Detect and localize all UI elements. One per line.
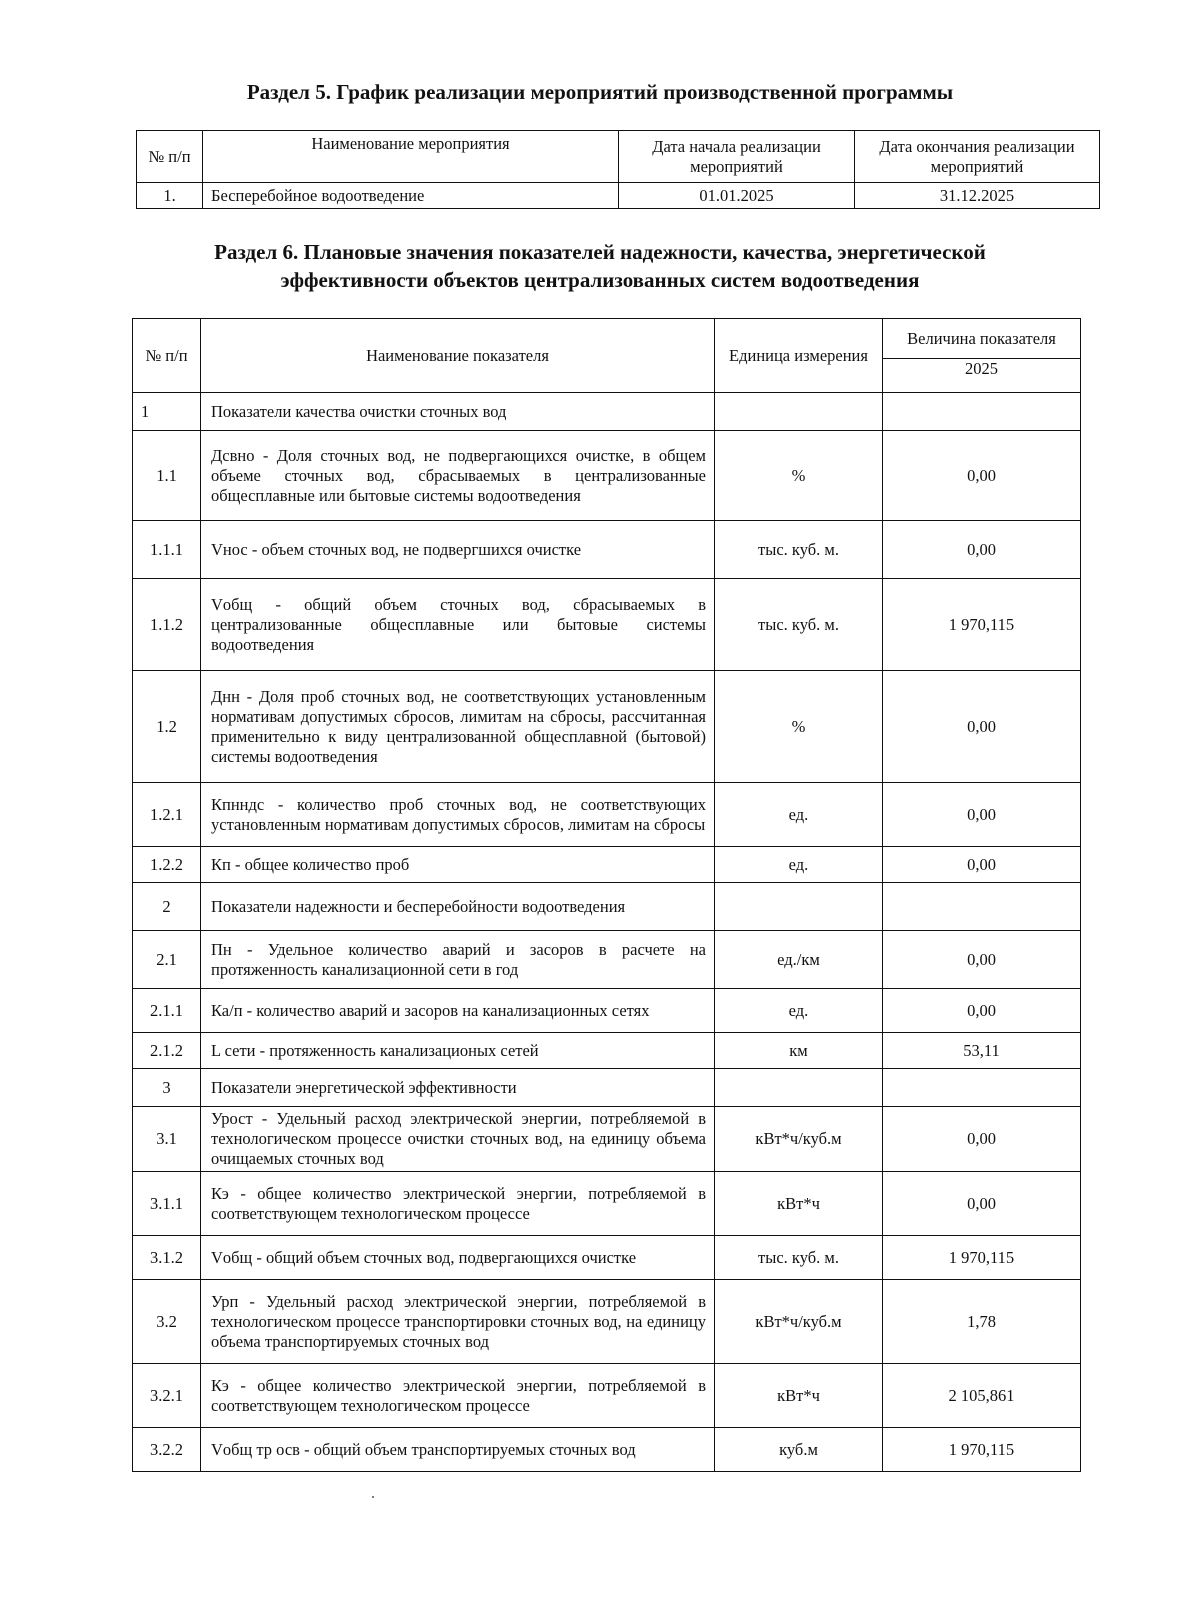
row-value: 0,00	[883, 989, 1081, 1033]
row-indicator-name: Показатели надежности и бесперебойности водоотведения	[201, 883, 715, 931]
table-row	[133, 393, 1081, 431]
table-row	[137, 183, 1100, 209]
row-unit: кВт*ч	[715, 1364, 883, 1428]
row-value: 0,00	[883, 931, 1081, 989]
scan-speck	[372, 1496, 374, 1498]
row-num: 2.1	[133, 931, 201, 989]
row-indicator-name: Vнос - объем сточных вод, не подвергшихся очистке	[201, 521, 715, 579]
row-value: 1 970,115	[883, 1236, 1081, 1280]
row-num: 3	[133, 1069, 201, 1107]
row-num: 1.1.2	[133, 579, 201, 671]
row-end-date: 31.12.2025	[855, 183, 1100, 209]
table-row	[133, 1236, 1081, 1280]
row-event-name: Бесперебойное водоотведение	[203, 183, 619, 209]
table-row	[133, 931, 1081, 989]
row-value: 2 105,861	[883, 1364, 1081, 1428]
row-indicator-name: Днн - Доля проб сточных вод, не соответствующих установленным нормативам допустимых сбросов, лимитам на сбросы, рассчитанная применительно к виду централизованной общесплавной (бытовой) системы водоотведения	[201, 671, 715, 783]
table-row	[133, 1364, 1081, 1428]
header-year: 2025	[883, 359, 1081, 393]
row-indicator-name: Vобщ - общий объем сточных вод, подвергающихся очистке	[201, 1236, 715, 1280]
row-indicator-name: Урп - Удельный расход электрической энергии, потребляемой в технологическом процессе транспортировки сточных вод, на единицу объема транспортируемых сточных вод	[201, 1280, 715, 1364]
row-value: 0,00	[883, 1107, 1081, 1172]
row-value: 0,00	[883, 783, 1081, 847]
header-num: № п/п	[133, 319, 201, 393]
table-row	[133, 883, 1081, 931]
row-num: 3.2.2	[133, 1428, 201, 1472]
table-row	[133, 1172, 1081, 1236]
header-unit: Единица измерения	[715, 319, 883, 393]
table-row	[133, 1280, 1081, 1364]
row-num: 1.2.2	[133, 847, 201, 883]
row-value	[883, 393, 1081, 431]
row-unit: ед.	[715, 989, 883, 1033]
header-end-date: Дата окончания реализации мероприятий	[855, 131, 1100, 183]
row-value: 0,00	[883, 847, 1081, 883]
row-indicator-name: Показатели энергетической эффективности	[201, 1069, 715, 1107]
row-num: 3.2.1	[133, 1364, 201, 1428]
row-unit: куб.м	[715, 1428, 883, 1472]
row-value: 0,00	[883, 521, 1081, 579]
row-num: 1.1	[133, 431, 201, 521]
table-row	[133, 1033, 1081, 1069]
row-num: 1.1.1	[133, 521, 201, 579]
row-num: 1	[133, 393, 201, 431]
section6-title	[0, 238, 1200, 294]
row-indicator-name: Кэ - общее количество электрической энергии, потребляемой в соответствующем технологическом процессе	[201, 1172, 715, 1236]
row-num: 1.2.1	[133, 783, 201, 847]
row-unit: кВт*ч/куб.м	[715, 1107, 883, 1172]
row-value: 0,00	[883, 431, 1081, 521]
row-unit: тыс. куб. м.	[715, 579, 883, 671]
table-row	[133, 521, 1081, 579]
header-num: № п/п	[137, 131, 203, 183]
row-unit	[715, 883, 883, 931]
row-start-date: 01.01.2025	[619, 183, 855, 209]
row-value: 1,78	[883, 1280, 1081, 1364]
row-indicator-name: Показатели качества очистки сточных вод	[201, 393, 715, 431]
row-num: 2.1.2	[133, 1033, 201, 1069]
table-row	[133, 1069, 1081, 1107]
row-indicator-name: Vобщ тр осв - общий объем транспортируемых сточных вод	[201, 1428, 715, 1472]
row-unit: тыс. куб. м.	[715, 521, 883, 579]
row-unit: %	[715, 431, 883, 521]
table-row	[133, 1428, 1081, 1472]
row-unit: ед./км	[715, 931, 883, 989]
row-unit: %	[715, 671, 883, 783]
row-value	[883, 883, 1081, 931]
header-value: Величина показателя	[883, 319, 1081, 359]
row-num: 2.1.1	[133, 989, 201, 1033]
section6-title-line1: Раздел 6. Плановые значения показателей надежности, качества, энергетической	[214, 240, 986, 264]
row-unit	[715, 393, 883, 431]
section6-title-line2: эффективности объектов централизованных систем водоотведения	[280, 268, 920, 292]
row-unit: кВт*ч/куб.м	[715, 1280, 883, 1364]
row-indicator-name: Пн - Удельное количество аварий и засоров в расчете на протяженность канализационной сети в год	[201, 931, 715, 989]
row-num: 2	[133, 883, 201, 931]
row-value: 1 970,115	[883, 579, 1081, 671]
table-row	[133, 1107, 1081, 1172]
row-indicator-name: Ка/п - количество аварий и засоров на канализационных сетях	[201, 989, 715, 1033]
row-value: 1 970,115	[883, 1428, 1081, 1472]
header-event-name: Наименование мероприятия	[203, 131, 619, 183]
header-start-date: Дата начала реализации мероприятий	[619, 131, 855, 183]
row-value: 0,00	[883, 1172, 1081, 1236]
row-unit: ед.	[715, 847, 883, 883]
row-indicator-name: Урост - Удельный расход электрической энергии, потребляемой в технологическом процессе очистки сточных вод, на единицу объема очищаемых сточных вод	[201, 1107, 715, 1172]
table-row	[133, 431, 1081, 521]
row-unit: км	[715, 1033, 883, 1069]
row-indicator-name: Vобщ - общий объем сточных вод, сбрасываемых в централизованные общесплавные или бытовые системы водоотведения	[201, 579, 715, 671]
row-value: 0,00	[883, 671, 1081, 783]
row-num: 3.1	[133, 1107, 201, 1172]
row-indicator-name: Дсвно - Доля сточных вод, не подвергающихся очистке, в общем объеме сточных вод, сбрасываемых в централизованные общесплавные или бытовые системы водоотведения	[201, 431, 715, 521]
row-unit	[715, 1069, 883, 1107]
row-indicator-name: Кп - общее количество проб	[201, 847, 715, 883]
table-row	[133, 847, 1081, 883]
row-num: 3.2	[133, 1280, 201, 1364]
row-unit: кВт*ч	[715, 1172, 883, 1236]
indicators-table	[132, 318, 1081, 1472]
row-indicator-name: L сети - протяженность канализационых сетей	[201, 1033, 715, 1069]
row-value: 53,11	[883, 1033, 1081, 1069]
row-unit: ед.	[715, 783, 883, 847]
row-indicator-name: Кэ - общее количество электрической энергии, потребляемой в соответствующем технологическом процессе	[201, 1364, 715, 1428]
row-num: 3.1.2	[133, 1236, 201, 1280]
table-row	[133, 783, 1081, 847]
section5-title: Раздел 5. График реализации мероприятий производственной программы	[246, 80, 954, 104]
table-row	[133, 989, 1081, 1033]
row-num: 1.2	[133, 671, 201, 783]
table-row	[133, 671, 1081, 783]
row-value	[883, 1069, 1081, 1107]
schedule-table	[136, 130, 1100, 209]
row-num: 1.	[137, 183, 203, 209]
header-indicator-name: Наименование показателя	[201, 319, 715, 393]
table-row	[133, 579, 1081, 671]
row-unit: тыс. куб. м.	[715, 1236, 883, 1280]
row-num: 3.1.1	[133, 1172, 201, 1236]
row-indicator-name: Кпнндс - количество проб сточных вод, не соответствующих установленным нормативам допустимых сбросов, лимитам на сбросы	[201, 783, 715, 847]
